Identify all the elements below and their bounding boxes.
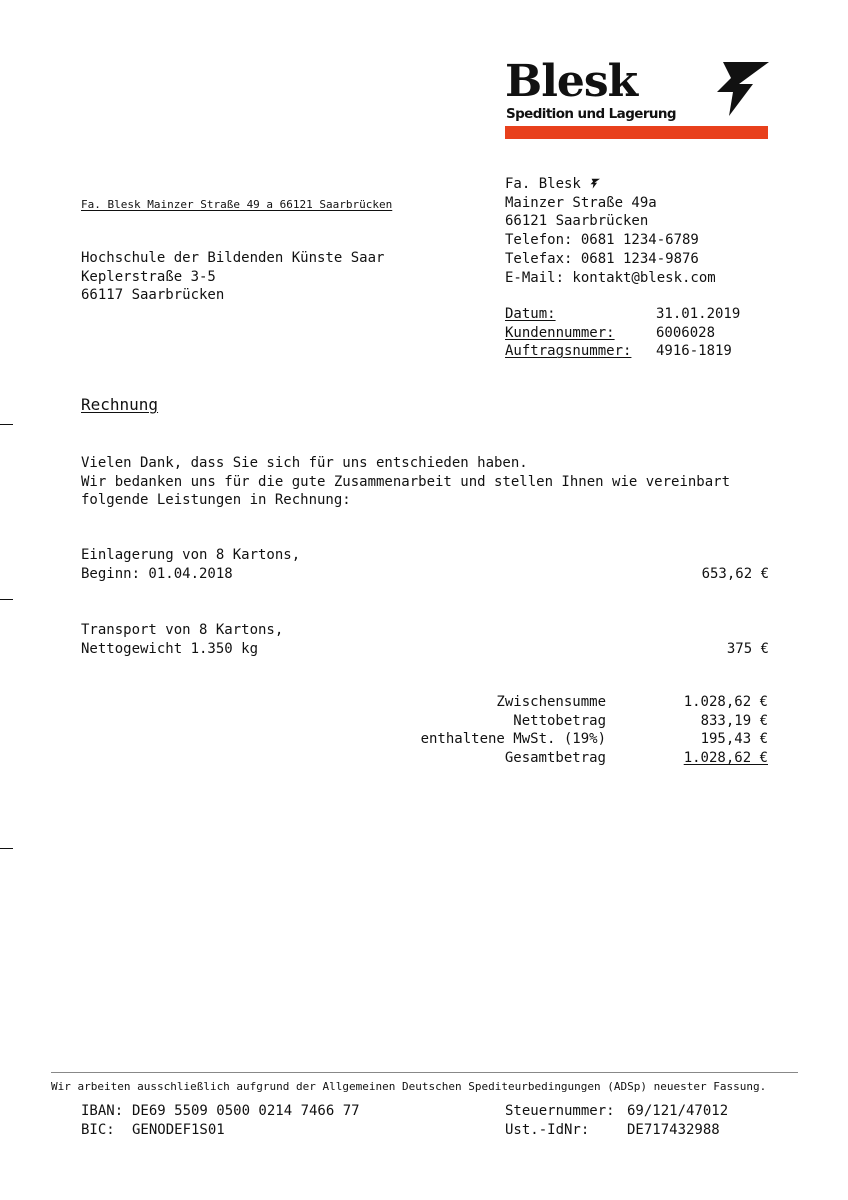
total-label: Zwischensumme bbox=[496, 694, 606, 710]
total-label: Nettobetrag bbox=[513, 712, 606, 729]
totals-block bbox=[350, 693, 768, 768]
bic-row bbox=[81, 1121, 360, 1140]
intro-line: Wir bedanken uns für die gute Zusammenarbeit und stellen Ihnen wie vereinbart bbox=[81, 473, 731, 490]
invoice-meta bbox=[505, 305, 740, 361]
logo-wordmark: Blesk bbox=[505, 56, 638, 107]
grand-total-value bbox=[606, 749, 768, 768]
contact-company bbox=[505, 175, 716, 194]
total-value: 833,19 € bbox=[700, 712, 768, 729]
tax-details bbox=[505, 1102, 728, 1139]
intro-text bbox=[81, 454, 730, 510]
lightning-bolt-icon bbox=[709, 60, 769, 116]
footer-divider bbox=[51, 1072, 798, 1073]
contact-fax: Telefax: 0681 1234-9876 bbox=[505, 250, 699, 267]
total-row-grand-total bbox=[350, 749, 768, 768]
iban-value: DE69 5509 0500 0214 7466 77 bbox=[132, 1103, 360, 1119]
tax-number-label: Steuernummer: bbox=[505, 1103, 615, 1119]
total-row-subtotal bbox=[350, 693, 768, 712]
vat-id-value: DE717432988 bbox=[627, 1121, 720, 1138]
total-label: Gesamtbetrag bbox=[504, 750, 606, 767]
bank-details bbox=[81, 1102, 360, 1139]
grand-total-amount: 1.028,62 € bbox=[683, 750, 768, 767]
meta-value: 6006028 bbox=[656, 324, 716, 341]
total-label: enthaltene MwSt. (19%) bbox=[420, 731, 606, 748]
contact-email[interactable]: E-Mail: kontakt@blesk.com bbox=[505, 269, 716, 286]
tax-number-row bbox=[505, 1102, 728, 1121]
meta-value: 4916-1819 bbox=[656, 343, 732, 360]
contact-street: Mainzer Straße 49a bbox=[505, 194, 657, 211]
total-value: 195,43 € bbox=[700, 731, 768, 748]
small-lightning-bolt-icon bbox=[589, 178, 600, 189]
total-row-vat bbox=[350, 730, 768, 749]
recipient-street: Keplerstraße 3-5 bbox=[81, 268, 216, 285]
fold-mark bbox=[0, 848, 13, 849]
logo-tagline: Spedition und Lagerung bbox=[506, 106, 676, 122]
meta-row-date bbox=[505, 305, 740, 324]
total-value: 1.028,62 € bbox=[683, 694, 768, 710]
vat-id-row bbox=[505, 1121, 728, 1140]
line-item bbox=[81, 546, 769, 583]
contact-phone: Telefon: 0681 1234-6789 bbox=[505, 232, 699, 249]
iban-row bbox=[81, 1102, 360, 1121]
iban-label: IBAN: bbox=[81, 1103, 124, 1119]
item-description: Transport von 8 Kartons, bbox=[81, 622, 284, 638]
logo-accent-bar bbox=[505, 126, 768, 139]
meta-row-order-number bbox=[505, 342, 740, 361]
item-detail: Nettogewicht 1.350 kg bbox=[81, 640, 259, 657]
item-detail: Beginn: 01.04.2018 bbox=[81, 565, 233, 582]
meta-label: Datum: bbox=[505, 306, 556, 322]
item-description: Einlagerung von 8 Kartons, bbox=[81, 547, 301, 563]
bic-value: GENODEF1S01 bbox=[132, 1121, 225, 1138]
company-contact-block bbox=[505, 175, 716, 287]
contact-company-name: Fa. Blesk bbox=[505, 176, 581, 192]
tax-number-value: 69/121/47012 bbox=[627, 1103, 729, 1119]
intro-line: Vielen Dank, dass Sie sich für uns entschieden haben. bbox=[81, 455, 528, 471]
fold-mark bbox=[0, 424, 13, 425]
meta-value: 31.01.2019 bbox=[656, 306, 741, 322]
recipient-city: 66117 Saarbrücken bbox=[81, 287, 225, 304]
contact-city: 66121 Saarbrücken bbox=[505, 213, 649, 230]
bic-label: BIC: bbox=[81, 1121, 115, 1138]
intro-line: folgende Leistungen in Rechnung: bbox=[81, 492, 351, 509]
document-title: Rechnung bbox=[81, 395, 159, 414]
vat-id-label: Ust.-IdNr: bbox=[505, 1121, 590, 1138]
recipient-name: Hochschule der Bildenden Künste Saar bbox=[81, 250, 385, 266]
meta-label: Kundennummer: bbox=[505, 324, 615, 341]
total-row-net bbox=[350, 712, 768, 731]
fold-mark bbox=[0, 599, 13, 600]
item-amount: 653,62 € bbox=[701, 565, 769, 582]
recipient-address bbox=[81, 249, 384, 305]
company-logo bbox=[505, 56, 768, 140]
meta-row-customer-number bbox=[505, 324, 740, 343]
sender-address-line: Fa. Blesk Mainzer Straße 49 a 66121 Saarbrücken bbox=[81, 198, 393, 211]
item-amount: 375 € bbox=[726, 640, 769, 657]
footer-terms: Wir arbeiten ausschließlich aufgrund der Allgemeinen Deutschen Spediteurbedingungen (ADSp) neuester Fassung. bbox=[51, 1080, 767, 1093]
meta-label: Auftragsnummer: bbox=[505, 343, 632, 360]
line-item bbox=[81, 621, 769, 658]
